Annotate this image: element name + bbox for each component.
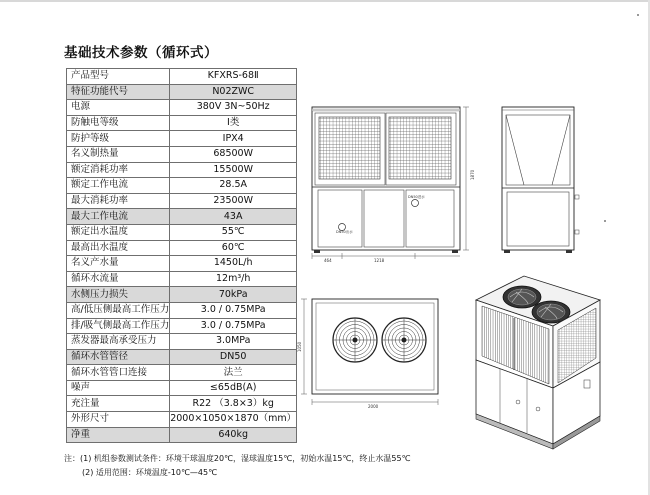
spec-label: 电源	[67, 100, 170, 116]
spec-value: ≤65dB(A)	[170, 380, 297, 396]
spec-value: 23500W	[170, 193, 297, 209]
spec-label: 噪声	[67, 380, 170, 396]
spec-value: 68500W	[170, 146, 297, 162]
spec-value: N02ZWC	[170, 84, 297, 100]
spec-value: 3.0 / 0.75MPa	[170, 318, 297, 334]
fan-right-icon	[382, 318, 426, 362]
spec-label: 高/低压侧最高工作压力	[67, 302, 170, 318]
spec-label: 防触电等级	[67, 115, 170, 131]
outlet-label: DN50出水	[336, 230, 353, 234]
spec-label: 排/吸气侧最高工作压力	[67, 318, 170, 334]
spec-label: 特征功能代号	[67, 84, 170, 100]
spec-value: 1450L/h	[170, 256, 297, 272]
spec-label: 防护等级	[67, 131, 170, 147]
dimension-left: 464	[324, 258, 332, 263]
spec-value: KFXRS-68Ⅱ	[170, 69, 297, 85]
spec-label: 循环水管管口连接	[67, 365, 170, 381]
spec-value: 3.0 / 0.75MPa	[170, 302, 297, 318]
spec-value: 15500W	[170, 162, 297, 178]
note-1: 注：(1) 机组参数测试条件：环境干球温度20℃，湿球温度15℃，初始水温15℃，终止水温55℃	[64, 454, 411, 463]
spec-value: Ⅰ类	[170, 115, 297, 131]
spec-label: 最大工作电流	[67, 209, 170, 225]
width-dimension: 2000	[368, 404, 379, 409]
spec-label: 水侧压力损失	[67, 287, 170, 303]
depth-dimension: 1050	[297, 341, 302, 352]
spec-label: 蒸发器最高承受压力	[67, 334, 170, 350]
spec-value: 28.5A	[170, 178, 297, 194]
spec-label: 充注量	[67, 396, 170, 412]
spec-value: 380V 3N~50Hz	[170, 100, 297, 116]
spec-label: 循环水流量	[67, 271, 170, 287]
spec-value: 60℃	[170, 240, 297, 256]
dimension-middle: 1218	[374, 258, 385, 263]
top-view	[297, 299, 438, 409]
spec-label: 额定出水温度	[67, 224, 170, 240]
spec-label: 最大消耗功率	[67, 193, 170, 209]
spec-value: 43A	[170, 209, 297, 225]
spec-value: DN50	[170, 349, 297, 365]
page-title: 基础技术参数（循环式）	[64, 45, 218, 61]
spec-label: 净重	[67, 427, 170, 443]
inlet-label: DN50进水	[408, 195, 425, 199]
spec-label: 名义产水量	[67, 256, 170, 272]
spec-value: R22 （3.8×3）kg	[170, 396, 297, 412]
spec-value: 2000×1050×1870（mm）	[170, 412, 297, 428]
spec-value: 法兰	[170, 365, 297, 381]
spec-label: 外形尺寸	[67, 412, 170, 428]
spec-label: 名义制热量	[67, 146, 170, 162]
spec-value: 55℃	[170, 224, 297, 240]
spec-label: 产品型号	[67, 69, 170, 85]
side-view	[502, 107, 579, 253]
spec-value: IPX4	[170, 131, 297, 147]
spec-value: 3.0MPa	[170, 334, 297, 350]
spec-value: 640kg	[170, 427, 297, 443]
spec-label: 最高出水温度	[67, 240, 170, 256]
fan-left-icon	[333, 318, 377, 362]
spec-value: 12m³/h	[170, 271, 297, 287]
spec-label: 额定消耗功率	[67, 162, 170, 178]
spec-value: 70kPa	[170, 287, 297, 303]
front-view	[312, 107, 475, 263]
spec-label: 循环水管管径	[67, 349, 170, 365]
height-dimension: 1870	[470, 169, 475, 180]
spec-label: 额定工作电流	[67, 178, 170, 194]
note-2: (2) 适用范围：环境温度-10℃—45℃	[82, 468, 218, 477]
perspective-view	[476, 276, 600, 449]
